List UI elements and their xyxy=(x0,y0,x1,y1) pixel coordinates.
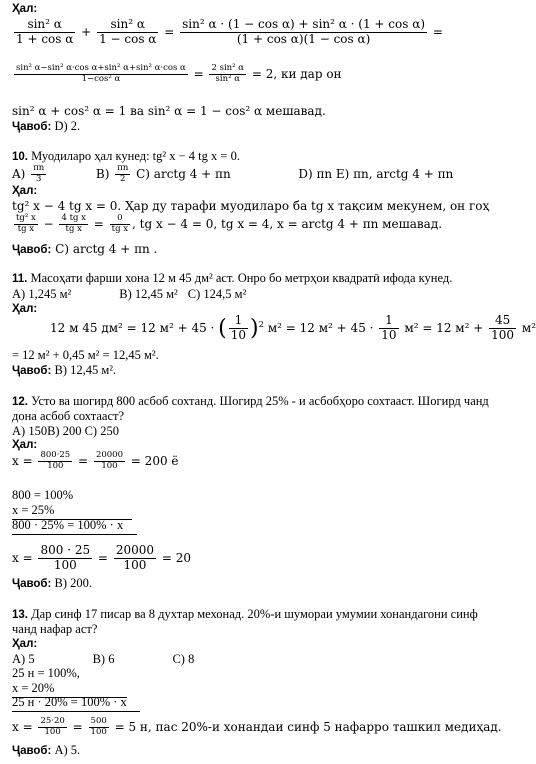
proportion-line: 25 н = 100%, xyxy=(12,666,80,680)
proportion-line: x = 25% xyxy=(12,503,132,520)
problem-11-options: A) 1,245 м² B) 12,45 м² C) 124,5 м² xyxy=(12,287,247,301)
identity-line: sin² α + cos² α = 1 ва sin² α = 1 − cos² α мешавад. xyxy=(12,104,326,118)
problem-10-options: A) $\frac{\pi n}{3}$ B) $\frac{\pi n}{2}$ C) arctg 4 + πn D) πn E) πn, arctg 4 + πn xyxy=(12,163,454,184)
problem-11-equation: 12 м 45 дм² = 12 м² + 45 · ( $\frac{1}{10}$ )$^2$ м² = 12 м² + 45 · $\frac{1}{10}$ м² = 12 м² + $\frac{45}{100}$ м² xyxy=(50,313,536,342)
problem-12-options: A) 150B) 200 C) 250 xyxy=(12,424,119,438)
problem-12-title: 12. Усто ва шогирд 800 асбоб сохтанд. Шогирд 25% - и асбобҳоро сохтааст. Шогирд чанд xyxy=(12,394,489,408)
proportion-line: 25 н · 20% = 100% · x xyxy=(12,695,140,712)
problem-12-equation-1: x = $\frac{800\cdot 25}{100}$ = $\frac{20000}{100}$ = 200 ё xyxy=(12,450,179,471)
fraction: $\frac{\text{sin² α}}{\text{1 + cos α}}$ xyxy=(16,17,74,46)
problem-12-equation-2: x = $\frac{800 \cdot 25}{100}$ = $\frac{20000}{100}$ = 20 xyxy=(12,543,191,572)
proportion-line: 800 · 25% = 100% · x xyxy=(12,518,137,535)
fraction: $\frac{\text{sin² α}}{\text{1 − cos α}}$ xyxy=(99,17,157,46)
problem-13-options: A) 5 B) 6 C) 8 xyxy=(12,652,195,666)
equation-2: $\frac{\text{sin² α−sin² α·cos α+sin² α+sin² α·cos α}}{\text{1−cos² α}}$ = $\frac{\text{2 sin² α}}{\text{sin² α}}$ = 2, ки дар он xyxy=(16,63,342,84)
problem-13-equation: x = $\frac{25\cdot 20}{100}$ = $\frac{500}{100}$ = 5 н, пас 20%-и хонандаи синф 5 нафарро ташкил медиҳад. xyxy=(12,716,502,737)
fraction: $\frac{\text{2 sin² α}}{\text{sin² α}}$ xyxy=(211,63,244,84)
solution-label: Ҳал: xyxy=(12,3,38,15)
solution-line-fractions: $\frac{\text{tg² x}}{\text{tg x}}$ − $\frac{\text{4 tg x}}{\text{tg x}}$ = $\frac{0}{\text{tg x}}$ , tg x − 4 = 0, tg x = 4, x = arctg 4 + πn мешавад. xyxy=(16,213,443,234)
solution-line: tg² x − 4 tg x = 0. Ҳар ду тарафи муодиларо ба tg x тақсим мекунем, он гоҳ xyxy=(12,199,490,213)
solution-label: Ҳал: xyxy=(12,439,38,451)
problem-11-result: = 12 м² + 0,45 м² = 12,45 м². xyxy=(12,348,159,362)
solution-label: Ҳал: xyxy=(12,185,38,197)
problem-12-title-cont: дона асбоб сохтааст? xyxy=(12,409,125,423)
answer-line: Ҷавоб: B) 200. xyxy=(12,576,92,590)
fraction: $\frac{\text{sin² α · (1 − cos α) + sin² α · (1 + cos α)}}{\text{(1 + cos α)(1 − cos α)}}$ xyxy=(182,17,426,46)
problem-10-title: 10. Муодиларо ҳал кунед: tg² x − 4 tg x = 0. xyxy=(12,149,240,163)
problem-13-title: 13. Дар синф 17 писар ва 8 духтар мехонад. 20%-и шумораи умумии хонандагони синф xyxy=(12,607,478,621)
problem-11-title: 11. Масоҳати фарши хона 12 м 45 дм² аст. Онро бо метрҳои квадратӣ ифода кунед. xyxy=(12,271,453,285)
answer-line: Ҷавоб: C) arctg 4 + πn . xyxy=(12,242,158,256)
answer-line: Ҷавоб: D) 2. xyxy=(12,119,81,133)
proportion-line: x = 20% xyxy=(12,681,127,698)
problem-13-title-cont: чанд нафар аст? xyxy=(12,622,98,636)
answer-line: Ҷавоб: A) 5. xyxy=(12,743,81,757)
proportion-line: 800 = 100% xyxy=(12,488,74,502)
solution-label: Ҳал: xyxy=(12,638,38,650)
answer-line: Ҷавоб: B) 12,45 м². xyxy=(12,363,117,377)
equation-1: $\frac{\text{sin² α}}{\text{1 + cos α}}$ + $\frac{\text{sin² α}}{\text{1 − cos α}}$ = $\frac{\text{sin² α · (1 − cos α) + sin² α · (1 + cos α)}}{\text{(1 + cos α)(1 − cos α)}}$ = xyxy=(16,17,443,46)
solution-label: Ҳал: xyxy=(12,303,38,315)
fraction: $\frac{\text{sin² α−sin² α·cos α+sin² α+sin² α·cos α}}{\text{1−cos² α}}$ xyxy=(16,63,186,84)
